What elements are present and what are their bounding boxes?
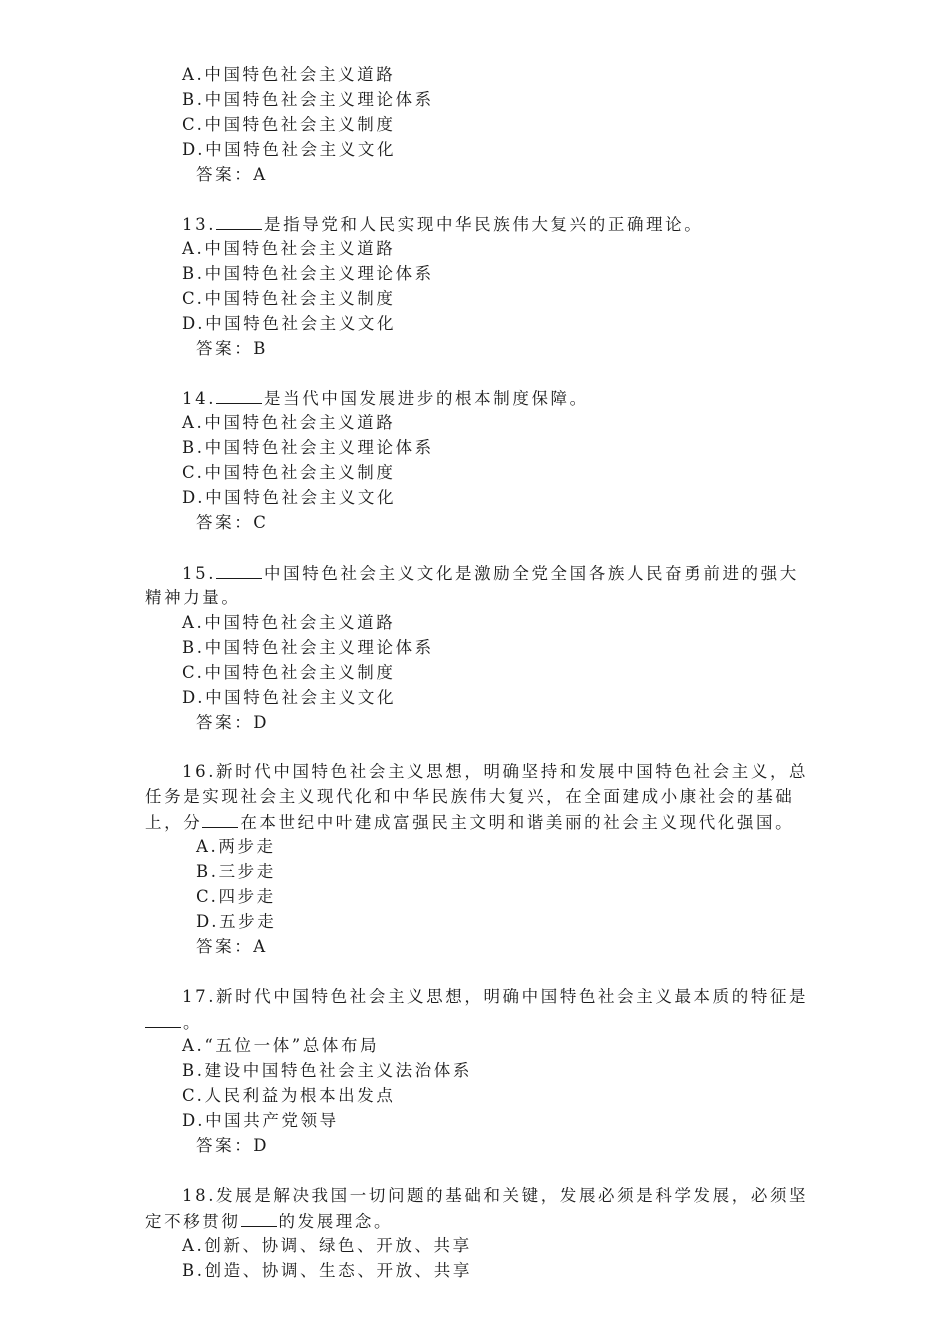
q17-answer: 答案：D: [196, 1136, 270, 1155]
q16-stem-line2: 任务是实现社会主义现代化和中华民族伟大复兴，在全面建成小康社会的基础: [145, 787, 795, 806]
q15-answer: 答案：D: [196, 713, 270, 732]
q13-stem: [182, 211, 703, 237]
q13-option-d: D.中国特色社会主义文化: [182, 314, 397, 333]
q15-option-a: A.中国特色社会主义道路: [182, 613, 396, 632]
q16-option-c: C.四步走: [196, 887, 276, 906]
q16-stem-line1: 16.新时代中国特色社会主义思想，明确坚持和发展中国特色社会主义，总: [182, 762, 809, 781]
q14-answer: 答案：C: [196, 513, 269, 532]
q13-number: 13.: [182, 215, 217, 234]
q14-option-a: A.中国特色社会主义道路: [182, 413, 396, 432]
q12-option-a: A.中国特色社会主义道路: [182, 65, 396, 84]
q17-blank: [145, 1009, 181, 1028]
q15-option-c: C.中国特色社会主义制度: [182, 663, 396, 682]
q14-option-b: B.中国特色社会主义理论体系: [182, 438, 434, 457]
q12-answer: 答案：A: [196, 165, 268, 184]
q17-stem-line2: [145, 1009, 202, 1035]
q15-stem-line1: [182, 560, 799, 586]
q14-option-c: C.中国特色社会主义制度: [182, 463, 396, 482]
q15-option-d: D.中国特色社会主义文化: [182, 688, 397, 707]
q18-option-b: B.创造、协调、生态、开放、共享: [182, 1261, 472, 1280]
q12-option-c: C.中国特色社会主义制度: [182, 115, 396, 134]
q18-blank: [241, 1208, 277, 1227]
q16-stem-pre: 上，分: [145, 813, 203, 832]
q16-option-b: B.三步走: [196, 862, 276, 881]
q17-stem-line1: 17.新时代中国特色社会主义思想，明确中国特色社会主义最本质的特征是: [182, 987, 809, 1006]
q13-option-a: A.中国特色社会主义道路: [182, 239, 396, 258]
q13-option-c: C.中国特色社会主义制度: [182, 289, 396, 308]
q15-stem-line2: 精神力量。: [145, 588, 241, 607]
q13-option-b: B.中国特色社会主义理论体系: [182, 264, 434, 283]
q16-option-d: D.五步走: [196, 912, 277, 931]
q14-stem: [182, 385, 589, 411]
q16-stem-post: 在本世纪中叶建成富强民主文明和谐美丽的社会主义现代化强国。: [240, 813, 795, 832]
q13-blank: [216, 211, 262, 230]
q15-stem-text: 中国特色社会主义文化是激励全党全国各族人民奋勇前进的强大: [264, 564, 799, 583]
q12-option-b: B.中国特色社会主义理论体系: [182, 90, 434, 109]
q12-option-d: D.中国特色社会主义文化: [182, 140, 397, 159]
q13-stem-text: 是指导党和人民实现中华民族伟大复兴的正确理论。: [264, 215, 704, 234]
q16-answer: 答案：A: [196, 937, 268, 956]
q16-stem-line3: [145, 809, 794, 835]
q16-blank: [202, 809, 238, 828]
q15-number: 15.: [182, 564, 217, 583]
q18-stem-line1: 18.发展是解决我国一切问题的基础和关键，发展必须是科学发展，必须坚: [182, 1186, 809, 1205]
q14-option-d: D.中国特色社会主义文化: [182, 488, 397, 507]
q14-stem-text: 是当代中国发展进步的根本制度保障。: [264, 389, 589, 408]
q17-option-d: D.中国共产党领导: [182, 1111, 339, 1130]
q14-blank: [216, 385, 262, 404]
q18-stem-post: 的发展理念。: [278, 1212, 394, 1231]
q17-option-a: A.“五位一体”总体布局: [182, 1036, 380, 1055]
q18-option-a: A.创新、协调、绿色、开放、共享: [182, 1236, 472, 1255]
q15-blank: [216, 560, 262, 579]
q18-stem-pre: 定不移贯彻: [145, 1212, 241, 1231]
q15-option-b: B.中国特色社会主义理论体系: [182, 638, 434, 657]
q16-option-a: A.两步走: [196, 837, 276, 856]
q17-option-c: C.人民利益为根本出发点: [182, 1086, 396, 1105]
q18-stem-line2: [145, 1208, 393, 1234]
q17-option-b: B.建设中国特色社会主义法治体系: [182, 1061, 472, 1080]
q17-stem-post: 。: [183, 1013, 203, 1032]
q14-number: 14.: [182, 389, 217, 408]
q13-answer: 答案：B: [196, 339, 269, 358]
